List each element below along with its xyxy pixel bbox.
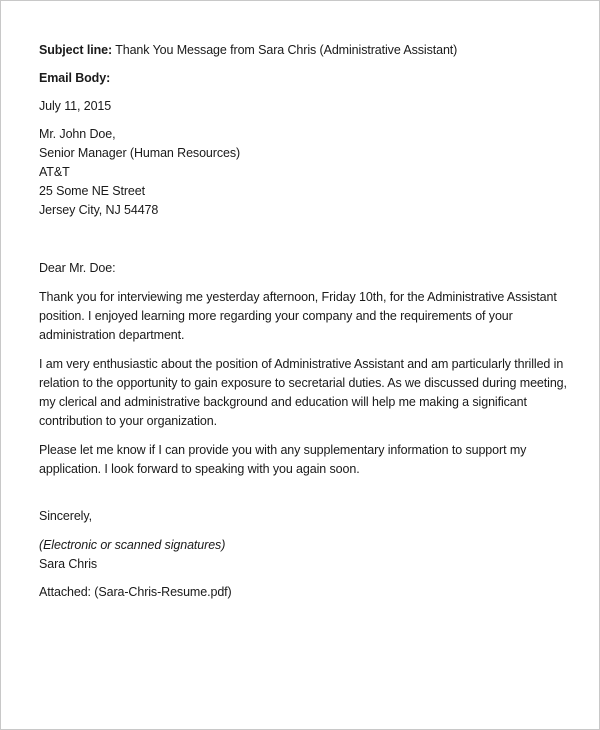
letter-content (39, 41, 569, 602)
salutation: Dear Mr. Doe: (39, 261, 116, 275)
email-body-label: Email Body: (39, 71, 111, 85)
subject-label: Subject line: (39, 43, 113, 57)
subject-line (39, 41, 569, 60)
signature-note: (Electronic or scanned signatures) (39, 538, 226, 552)
body-paragraph-2: I am very enthusiastic about the position of Administrative Assistant and am particularly thrilled in relation to the opportunity to gain exposure to secretarial duties. As we discussed during meeting, my clerical and administrative background and education will help me making a significant contribution to your organization. (39, 357, 567, 428)
subject-text: Thank You Message from Sara Chris (Administrative Assistant) (115, 43, 458, 57)
body-paragraph-1: Thank you for interviewing me yesterday afternoon, Friday 10th, for the Administrative Assistant position. I enjoyed learning more regarding your company and the requirements of your administration department. (39, 290, 557, 342)
recipient-name: Mr. John Doe, (39, 127, 116, 141)
letter-date: July 11, 2015 (39, 99, 112, 113)
closing: Sincerely, (39, 509, 92, 523)
body-paragraph-3: Please let me know if I can provide you with any supplementary information to support my application. I look forward to speaking with you again soon. (39, 443, 527, 476)
recipient-address (39, 125, 569, 220)
recipient-company: AT&T (39, 165, 70, 179)
attachment-line: Attached: (Sara-Chris-Resume.pdf) (39, 585, 232, 599)
recipient-street: 25 Some NE Street (39, 184, 145, 198)
recipient-city: Jersey City, NJ 54478 (39, 203, 159, 217)
recipient-title: Senior Manager (Human Resources) (39, 146, 241, 160)
sender-name: Sara Chris (39, 557, 98, 571)
